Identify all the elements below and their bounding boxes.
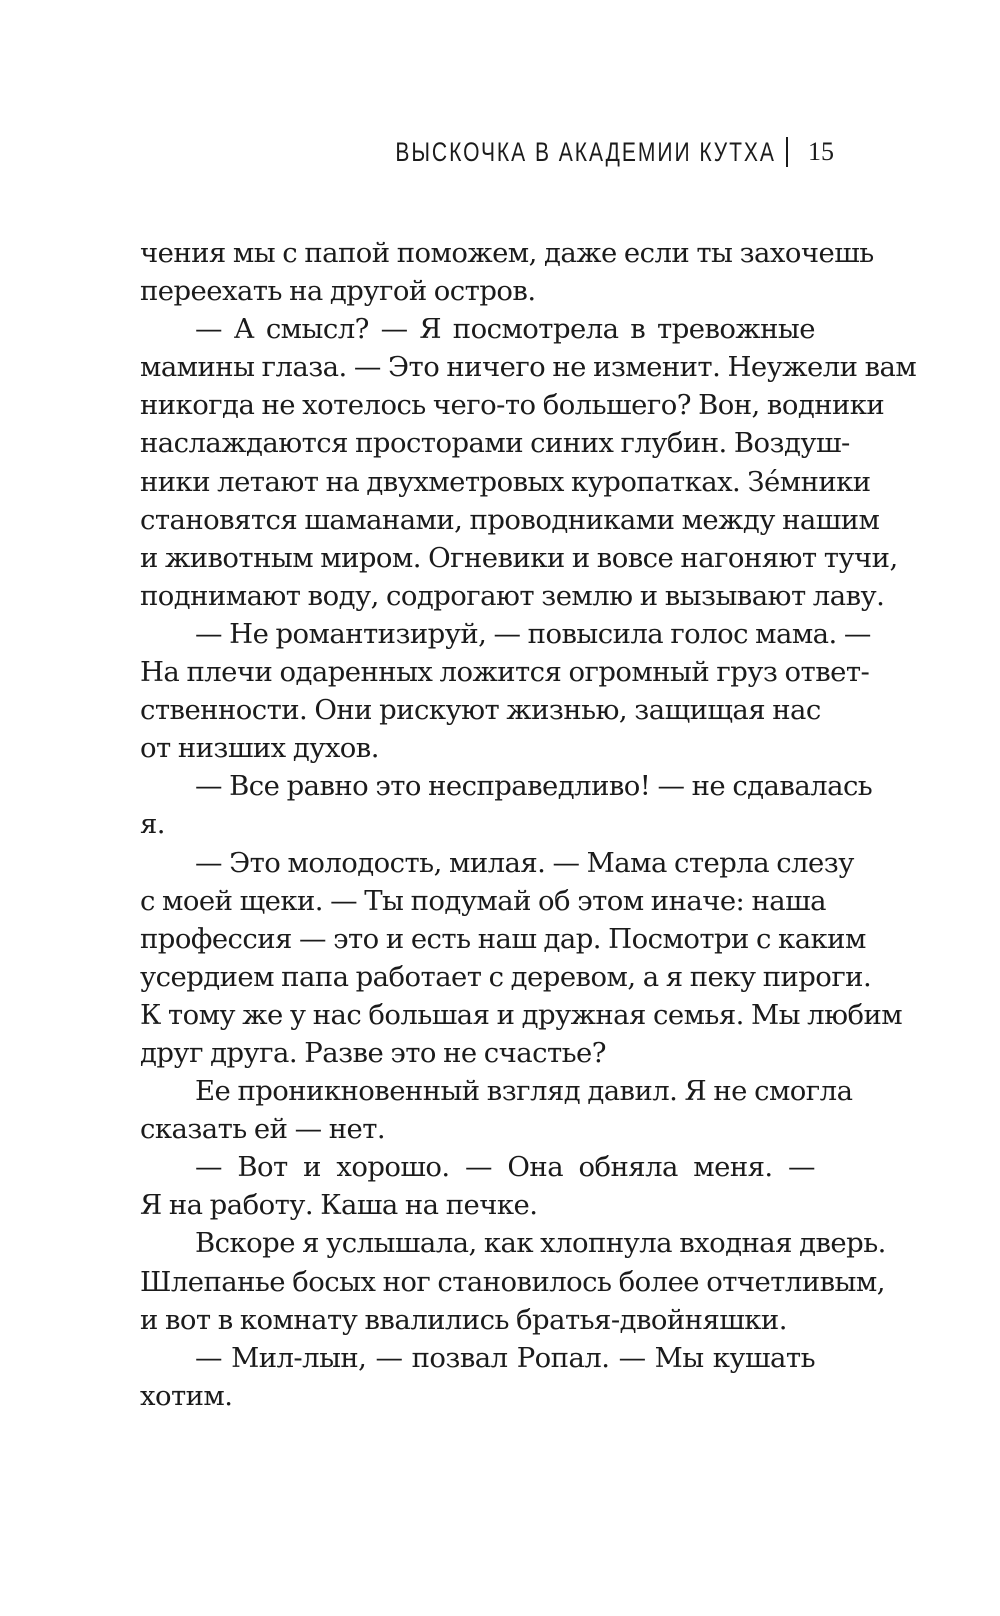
text-line: сказать ей — нет. [140, 1113, 386, 1146]
text-line: поднимают воду, содрогают землю и вызывают лаву. [140, 579, 885, 612]
text-line: Шлепанье босых ног становилось более отчетливым, [140, 1265, 885, 1298]
book-title: ВЫСКОЧКА В АКАДЕМИИ КУТХА [395, 136, 776, 167]
text-line: усердием папа работает с деревом, а я пеку пироги. [140, 960, 872, 993]
text-line: — Мил-лын, — позвал Ропал. — Мы кушать [195, 1341, 815, 1374]
text-line: — Вот и хорошо. — Она обняла меня. — [195, 1151, 815, 1184]
text-line: чения мы с папой поможем, даже если ты захочешь [140, 237, 874, 269]
text-line: и вот в комнату ввалились братья-двойняшки. [140, 1303, 787, 1336]
text-line: никогда не хотелось чего-то большего? Вон, водники [140, 389, 885, 422]
body-text [140, 234, 917, 1415]
text-line: друг друга. Разве это не счастье? [140, 1036, 606, 1069]
text-line: профессия — это и есть наш дар. Посмотри с каким [140, 922, 866, 955]
text-line: от низших духов. [140, 732, 379, 765]
text-line: — Все равно это несправедливо! — не сдавалась [195, 770, 873, 803]
text-line: ственности. Они рискуют жизнью, защищая нас [140, 694, 821, 727]
text-line: переехать на другой остров. [140, 275, 536, 308]
text-line: — А смысл? — Я посмотрела в тревожные [195, 313, 815, 346]
text-line: Я на работу. Каша на печке. [140, 1189, 538, 1222]
text-line: я. [140, 808, 165, 841]
text-line: — Не романтизируй, — повысила голос мама. — [195, 617, 871, 650]
text-line: ники летают на двухметровых куропатках. Зе́мники [140, 465, 871, 498]
text-line: наслаждаются просторами синих глубин. Воздуш- [140, 427, 850, 460]
text-line: хотим. [140, 1379, 233, 1412]
text-line: На плечи одаренных ложится огромный груз ответ- [140, 656, 870, 689]
running-head [288, 130, 834, 174]
text-line: становятся шаманами, проводниками между нашим [140, 503, 880, 536]
text-line: с моей щеки. — Ты подумай об этом иначе: наша [140, 884, 826, 917]
header-divider [786, 137, 788, 167]
text-line: Вскоре я услышала, как хлопнула входная дверь. [195, 1227, 886, 1260]
text-line: и животным миром. Огневики и вовсе нагоняют тучи, [140, 541, 898, 574]
text-line: К тому же у нас большая и дружная семья. Мы любим [140, 998, 903, 1031]
text-line: мамины глаза. — Это ничего не изменит. Неужели вам [140, 351, 917, 384]
page-number: 15 [808, 137, 834, 166]
text-line: Ее проникновенный взгляд давил. Я не смогла [195, 1075, 853, 1108]
text-line: — Это молодость, милая. — Мама стерла слезу [195, 846, 854, 879]
